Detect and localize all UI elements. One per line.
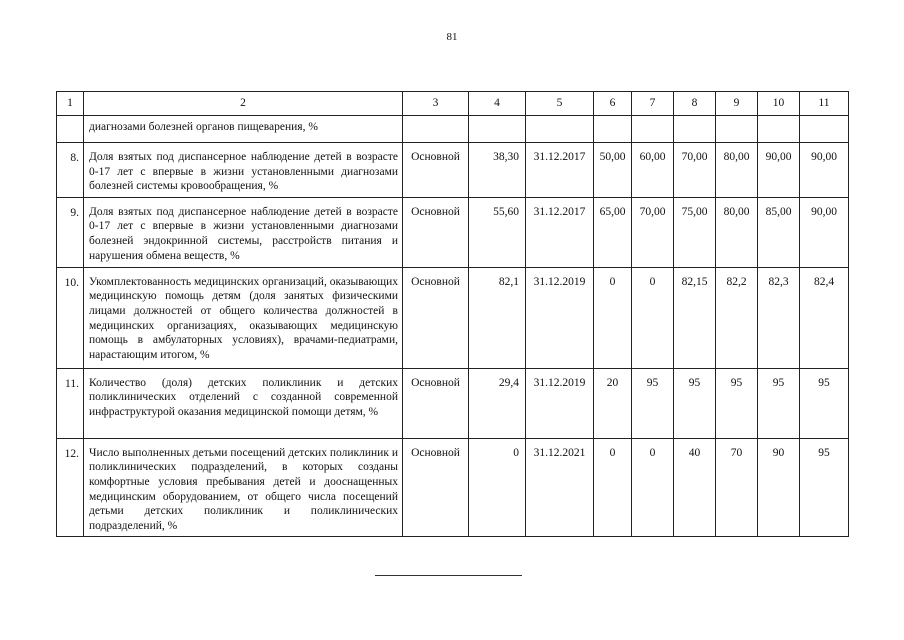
column-header: 4: [469, 92, 526, 116]
period-value: 80,00: [716, 143, 758, 198]
indicator-type: Основной: [403, 368, 469, 438]
period-value: [594, 116, 632, 143]
base-date: 31.12.2019: [526, 368, 594, 438]
table-row: [57, 197, 849, 267]
period-value: 20: [594, 368, 632, 438]
footer-divider: [375, 575, 522, 576]
period-value: 50,00: [594, 143, 632, 198]
indicator-type: Основной: [403, 267, 469, 368]
indicator-name: Количество (доля) детских поликлиник и детских поликлинических отделений с созданной современной инфраструктурой оказания медицинской помощи детям, %: [84, 368, 403, 438]
period-value: 70: [716, 438, 758, 537]
period-value: [716, 116, 758, 143]
period-value: 0: [594, 267, 632, 368]
base-value: [469, 116, 526, 143]
period-value: [674, 116, 716, 143]
row-number: 8.: [57, 143, 84, 198]
period-value: 95: [758, 368, 800, 438]
column-header: 5: [526, 92, 594, 116]
column-header: 1: [57, 92, 84, 116]
indicator-name: диагнозами болезней органов пищеварения, %: [84, 116, 403, 143]
base-date: [526, 116, 594, 143]
period-value: [758, 116, 800, 143]
period-value: 40: [674, 438, 716, 537]
column-header: 6: [594, 92, 632, 116]
base-date: 31.12.2017: [526, 197, 594, 267]
base-value: 29,4: [469, 368, 526, 438]
period-value: 82,3: [758, 267, 800, 368]
indicator-type: Основной: [403, 143, 469, 198]
table-row: [57, 143, 849, 198]
period-value: 70,00: [632, 197, 674, 267]
table-row: [57, 368, 849, 438]
base-value: 55,60: [469, 197, 526, 267]
period-value: [632, 116, 674, 143]
indicator-name: Доля взятых под диспансерное наблюдение детей в возрасте 0-17 лет с впервые в жизни установленными диагнозами болезней эндокринной системы, расстройств питания и нарушения обмена веществ, %: [84, 197, 403, 267]
period-value: 85,00: [758, 197, 800, 267]
period-value: 82,2: [716, 267, 758, 368]
indicator-type: Основной: [403, 438, 469, 537]
base-value: 0: [469, 438, 526, 537]
indicator-type: [403, 116, 469, 143]
table-header-row: [57, 92, 849, 116]
column-header: 3: [403, 92, 469, 116]
row-number: 10.: [57, 267, 84, 368]
period-value: [800, 116, 849, 143]
period-value: 0: [594, 438, 632, 537]
base-date: 31.12.2017: [526, 143, 594, 198]
base-date: 31.12.2019: [526, 267, 594, 368]
base-value: 38,30: [469, 143, 526, 198]
period-value: 90,00: [800, 143, 849, 198]
period-value: 95: [716, 368, 758, 438]
period-value: 82,4: [800, 267, 849, 368]
column-header: 9: [716, 92, 758, 116]
period-value: 90,00: [758, 143, 800, 198]
period-value: 0: [632, 267, 674, 368]
indicator-name: Число выполненных детьми посещений детских поликлиник и поликлинических подразделений, в которых созданы комфортные условия пребывания детей и дооснащенных медицинским оборудованием, от общего числа посещений детьми детских поликлиник и поликлинических подразделений, %: [84, 438, 403, 537]
period-value: 75,00: [674, 197, 716, 267]
period-value: 80,00: [716, 197, 758, 267]
indicator-name: Доля взятых под диспансерное наблюдение детей в возрасте 0-17 лет с впервые в жизни установленными диагнозами болезней системы кровообращения, %: [84, 143, 403, 198]
column-header: 7: [632, 92, 674, 116]
indicator-type: Основной: [403, 197, 469, 267]
base-date: 31.12.2021: [526, 438, 594, 537]
period-value: 95: [632, 368, 674, 438]
period-value: 70,00: [674, 143, 716, 198]
row-number: [57, 116, 84, 143]
column-header: 10: [758, 92, 800, 116]
base-value: 82,1: [469, 267, 526, 368]
period-value: 90,00: [800, 197, 849, 267]
column-header: 11: [800, 92, 849, 116]
period-value: 95: [674, 368, 716, 438]
period-value: 95: [800, 438, 849, 537]
page-number: 81: [446, 31, 458, 43]
period-value: 65,00: [594, 197, 632, 267]
period-value: 90: [758, 438, 800, 537]
indicator-name: Укомплектованность медицинских организаций, оказывающих медицинскую помощь детям (доля занятых физическими лицами должностей от общего количества должностей в медицинских организациях, оказывающих медицинскую помощь в амбулаторных условиях), врачами-педиатрами, нарастающим итогом, %: [84, 267, 403, 368]
period-value: 95: [800, 368, 849, 438]
period-value: 0: [632, 438, 674, 537]
indicators-table: [56, 91, 849, 537]
row-number: 9.: [57, 197, 84, 267]
table-row: [57, 438, 849, 537]
column-header: 8: [674, 92, 716, 116]
row-number: 11.: [57, 368, 84, 438]
table-row: [57, 267, 849, 368]
column-header: 2: [84, 92, 403, 116]
period-value: 82,15: [674, 267, 716, 368]
period-value: 60,00: [632, 143, 674, 198]
row-number: 12.: [57, 438, 84, 537]
table-row: [57, 116, 849, 143]
